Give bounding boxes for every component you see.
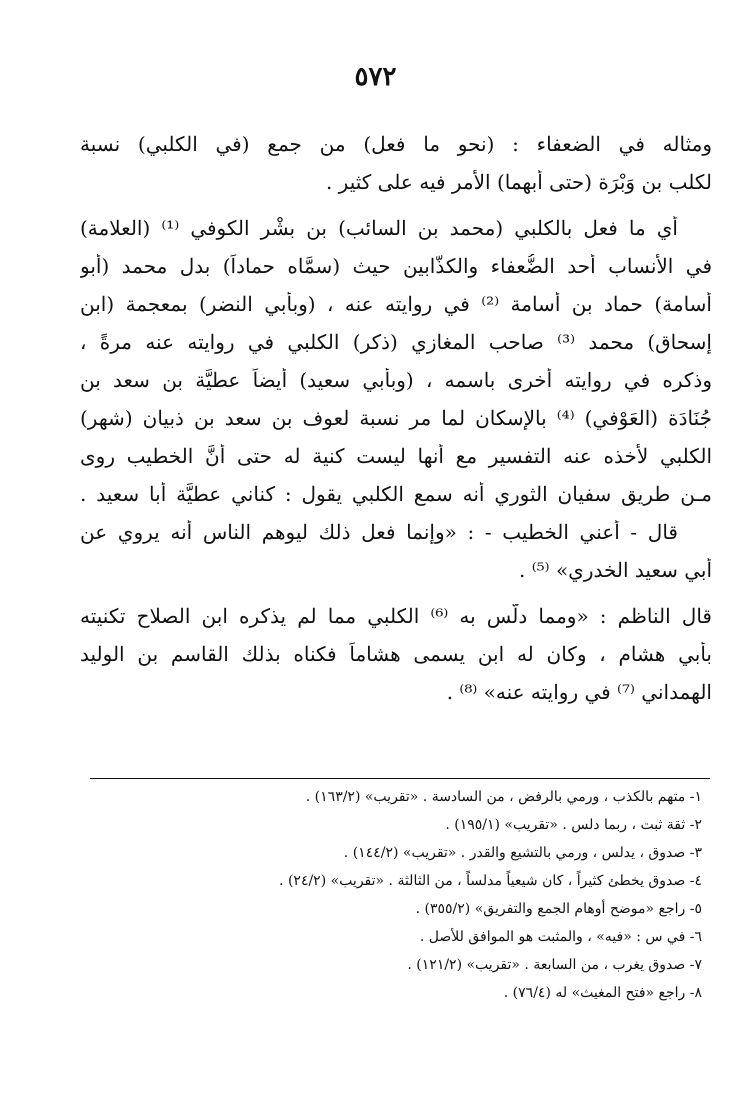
footnote-item: ٦- في س : «فيه» ، والمثبت هو الموافق للأصل . <box>419 929 702 945</box>
footnote-divider <box>90 778 710 779</box>
text-line: أسامة) حماد بن أسامة ⁽²⁾ في روايته عنه ، (وبأبي النضر) بمعجمة (ابن <box>80 292 712 316</box>
text-line: أي ما فعل بالكلبي (محمد بن السائب) بن بشْر الكوفي ⁽¹⁾ (العلامة) <box>80 216 678 240</box>
text-line: بأبي هشام ، وكان له ابن يسمى هشاماً فكناه بذلك القاسم بن الوليد <box>80 642 712 666</box>
paragraph-gap <box>80 596 712 604</box>
text-line: وذكره في روايته أخرى باسمه ، (وبأبي سعيد) أيضاً عطيَّة بن سعد بن <box>80 368 712 392</box>
text-line: الهمداني ⁽⁷⁾ في روايته عنه» ⁽⁸⁾ . <box>446 680 712 704</box>
footnote-item: ١- متهم بالكذب ، ورمي بالرفض ، من السادسة . «تقريب» (١٦٣/٢) . <box>305 789 702 805</box>
text-line: ومثاله في الضعفاء : (نحو ما فعل) من جمع (في الكلبي) نسبة <box>80 132 712 156</box>
footnotes <box>80 788 714 1012</box>
footnote-item: ٢- ثقة ثبت ، ربما دلس . «تقريب» (١٩٥/١) . <box>445 817 702 833</box>
page-number: ٥٧٢ <box>354 62 397 92</box>
footnote-item: ٨- راجع «فتح المغيث» له (٧٦/٤) . <box>503 985 702 1001</box>
footnote-item: ٣- صدوق ، يدلس ، ورمي بالتشيع والقدر . «تقريب» (١٤٤/٢) . <box>343 845 702 861</box>
text-line: جُنَادَة (العَوْفي) ⁽⁴⁾ بالإسكان لما مر نسبة لعوف بن سعد بن ذبيان (شهر) <box>80 406 712 430</box>
text-line: إسحاق) محمد ⁽³⁾ صاحب المغازي (ذكر) الكلبي في روايته عنه مرةً ، <box>80 330 712 354</box>
footnote-item: ٥- راجع «موضح أوهام الجمع والتفريق» (٣٥٥/٢) . <box>415 901 702 917</box>
paragraph-gap <box>80 208 712 216</box>
text-line: قال - أعني الخطيب - : «وإنما فعل ذلك ليوهم الناس أنه يروي عن <box>80 520 678 544</box>
footnote-item: ٧- صدوق يغرب ، من السابعة . «تقريب» (١٢١/٢) . <box>407 957 702 973</box>
text-line: في الأنساب أحد الضُّعفاء والكذّابين حيث (سمَّاه حماداً) بدل محمد (أبو <box>80 254 712 278</box>
footnote-item: ٤- صدوق يخطئ كثيراً ، كان شيعياً مدلساً ، من الثالثة . «تقريب» (٢٤/٢) . <box>279 873 702 889</box>
main-text <box>80 132 712 718</box>
text-line: الكلبي لأخذه عنه التفسير مع أنها ليست كنية له حتى أنَّ الخطيب روى <box>80 444 712 468</box>
text-line: لكلب بن وَبْرَة (حتى أبهما) الأمر فيه على كثير . <box>325 170 712 194</box>
text-line: أبي سعيد الخدري» ⁽⁵⁾ . <box>519 558 712 582</box>
text-line: مـن طريق سفيان الثوري أنه سمع الكلبي يقول : كناني عطيَّة أبا سعيد . <box>80 482 712 506</box>
text-line: قال الناظم : «ومما دلَّس به ⁽⁶⁾ الكلبي مما لم يذكره ابن الصلاح تكنيته <box>80 604 712 628</box>
